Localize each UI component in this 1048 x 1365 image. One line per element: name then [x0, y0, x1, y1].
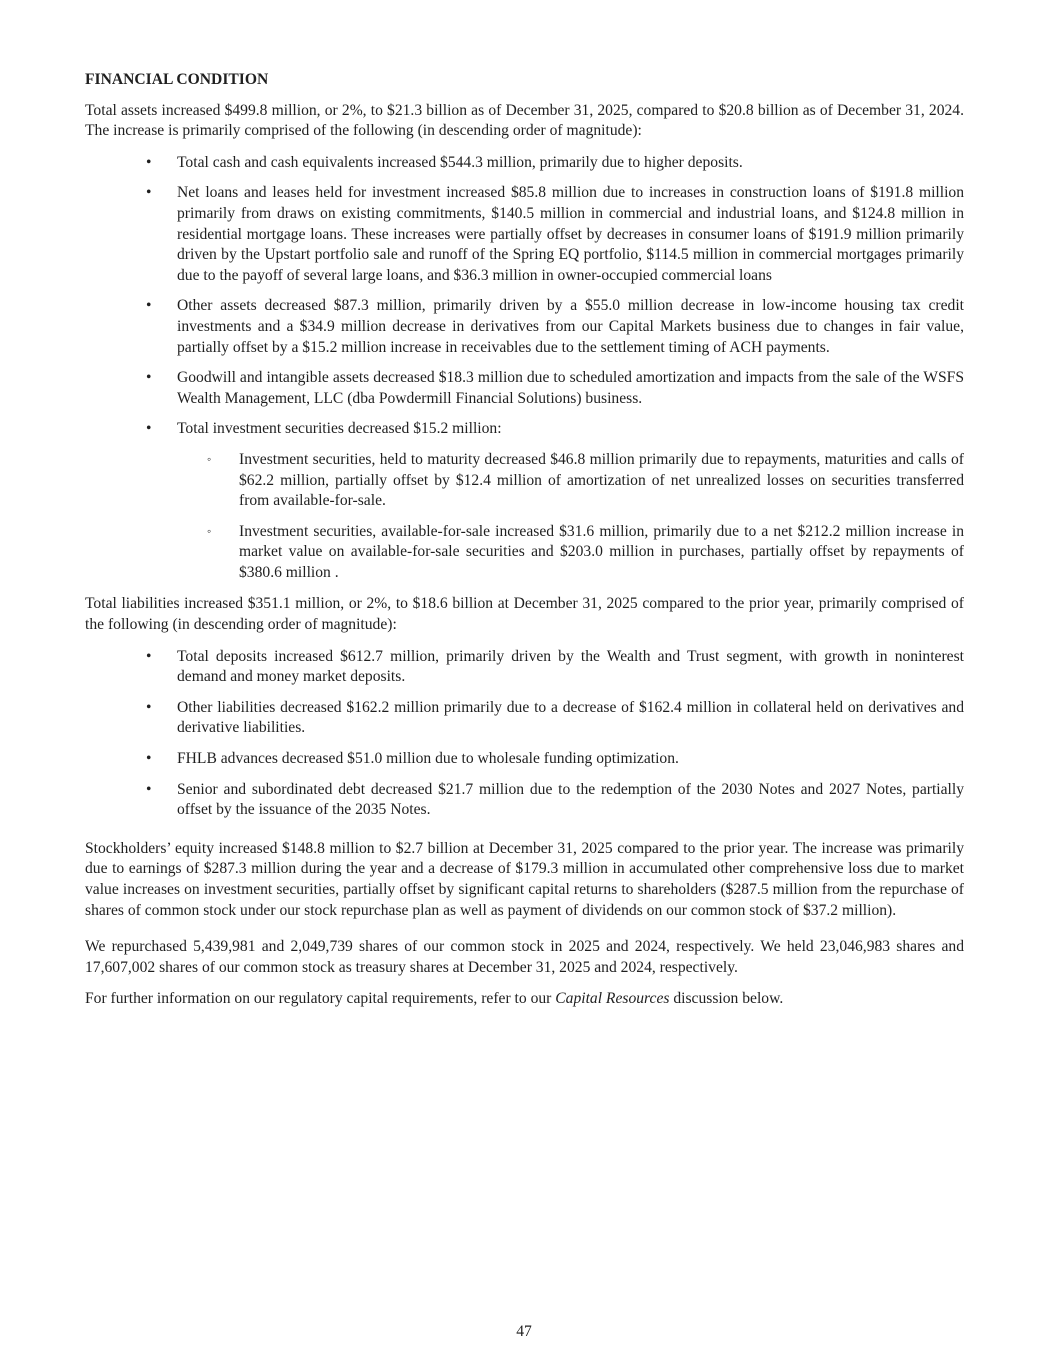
closing-text-after: discussion below.: [669, 990, 784, 1008]
capital-resources-reference: Capital Resources: [555, 990, 670, 1008]
list-item: [85, 419, 964, 583]
sub-bullet-icon: ◦: [207, 523, 212, 538]
list-item-text: Total investment securities decreased $15.2 million:: [177, 420, 502, 438]
bullet-icon: •: [146, 297, 152, 315]
list-item: [85, 183, 964, 286]
section-heading: FINANCIAL CONDITION: [85, 71, 269, 88]
bullet-icon: •: [146, 780, 152, 798]
document-body: [85, 70, 964, 1021]
list-item: [85, 296, 964, 358]
list-item: [85, 368, 964, 409]
asset-changes-list: [85, 153, 964, 584]
investment-securities-sublist: [177, 450, 964, 584]
sub-bullet-icon: ◦: [207, 451, 212, 466]
page-number: 47: [516, 1323, 532, 1340]
list-item-text: Other liabilities decreased $162.2 million primarily due to a decrease of $162.4 million in collateral held on derivatives and derivative liabilities.: [177, 698, 964, 737]
bullet-icon: •: [146, 698, 152, 716]
closing-text-before: For further information on our regulatory capital requirements, refer to our: [85, 990, 556, 1008]
list-item-text: Other assets decreased $87.3 million, primarily driven by a $55.0 million decrease in low-income housing tax credit investments and a $34.9 million decrease in derivatives from our Capital Markets business due to changes in fair value, partially offset by a $15.2 million increase in receivables due to the settlement timing of ACH payments.: [177, 297, 964, 356]
assets-intro-paragraph: Total assets increased $499.8 million, or 2%, to $21.3 billion as of December 31, 2025, compared to $20.8 billion as of December 31, 2024. The increase is primarily comprised of the following (in descending order of magnitude):: [85, 101, 964, 140]
repurchase-paragraph: We repurchased 5,439,981 and 2,049,739 shares of our common stock in 2025 and 2024, respectively. We held 23,046,983 shares and 17,607,002 shares of our common stock as treasury shares at December 31, 2025 and 2024, respectively.: [85, 938, 964, 976]
closing-paragraph: [85, 989, 964, 1010]
sub-list-item-text: Investment securities, held to maturity decreased $46.8 million primarily due to repayments, maturities and calls of $62.2 million, partially offset by $12.4 million of amortization of net unrealized losses on securities transferred from available-for-sale.: [239, 450, 964, 510]
equity-paragraph: Stockholders’ equity increased $148.8 million to $2.7 billion at December 31, 2025 compared to the prior year. The increase was primarily due to earnings of $287.3 million during the year and a decrease of $179.3 million in accumulated other comprehensive loss due to market value increases on investment securities, partially offset by significant capital returns to shareholders ($287.5 million from the repurchase of shares of common stock under our stock repurchase plan as well as payment of dividends on our common stock of $37.2 million).: [85, 839, 964, 919]
list-item-text: FHLB advances decreased $51.0 million due to wholesale funding optimization.: [177, 750, 679, 768]
liability-changes-list: [85, 647, 964, 821]
sub-list-item: [85, 450, 964, 512]
sub-list-item: [85, 522, 964, 584]
list-item: [85, 698, 964, 739]
list-item: [85, 749, 964, 770]
list-item: [85, 780, 964, 821]
list-item-text: Net loans and leases held for investment increased $85.8 million due to increases in construction loans of $191.8 million primarily from draws on existing commitments, $140.5 million in commercial and industrial loans, and $124.8 million in residential mortgage loans. These increases were partially offset by decreases in consumer loans of $191.9 million primarily driven by the Upstart portfolio sale and runoff of the Spring EQ portfolio, $114.5 million in commercial mortgages primarily due to the payoff of several large loans, and $36.3 million in owner-occupied commercial loans: [177, 184, 964, 284]
list-item: [85, 153, 964, 174]
bullet-icon: •: [146, 369, 152, 387]
list-item-text: Total deposits increased $612.7 million, primarily driven by the Wealth and Trust segment, with growth in noninterest demand and money market deposits.: [177, 647, 964, 686]
bullet-icon: •: [146, 750, 152, 768]
bullet-icon: •: [146, 420, 152, 438]
list-item: [85, 647, 964, 688]
list-item-text: Total cash and cash equivalents increased $544.3 million, primarily due to higher deposits.: [177, 153, 743, 171]
list-item-text: Senior and subordinated debt decreased $21.7 million due to the redemption of the 2030 Notes and 2027 Notes, partially offset by the issuance of the 2035 Notes.: [177, 780, 964, 819]
list-item-text: Goodwill and intangible assets decreased $18.3 million due to scheduled amortization and impacts from the sale of the WSFS Wealth Management, LLC (dba Powdermill Financial Solutions) business.: [177, 369, 964, 407]
bullet-icon: •: [146, 153, 152, 171]
sub-list-item-text: Investment securities, available-for-sale increased $31.6 million, primarily due to a net $212.2 million increase in market value on available-for-sale securities and $203.0 million in purchases, partially offset by repayments of $380.6 million .: [239, 522, 964, 581]
bullet-icon: •: [146, 647, 152, 665]
bullet-icon: •: [146, 184, 152, 202]
liabilities-intro-paragraph: Total liabilities increased $351.1 million, or 2%, to $18.6 billion at December 31, 2025 compared to the prior year, primarily comprised of the following (in descending order of magnitude):: [85, 595, 964, 634]
